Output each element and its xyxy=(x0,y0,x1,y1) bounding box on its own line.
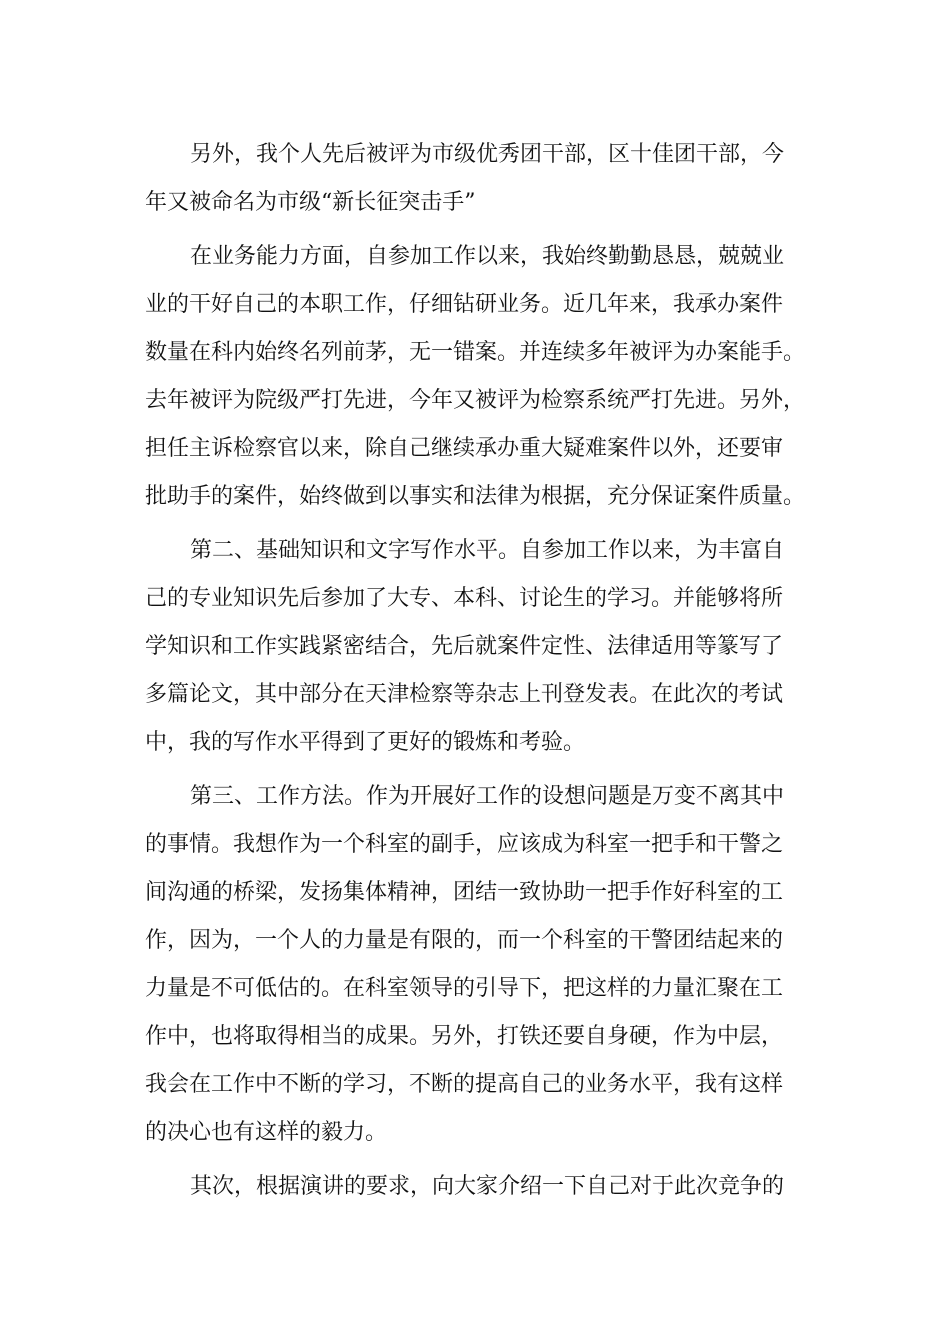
text-line: 批助手的案件，始终做到以事实和法律为根据，充分保证案件质量。 xyxy=(145,484,806,509)
paragraph-next xyxy=(145,1163,810,1211)
text-line: 第二、基础知识和文字写作水平。自参加工作以来，为丰富自 xyxy=(190,538,785,563)
text-line: 的决心也有这样的毅力。 xyxy=(145,1120,388,1145)
text-line: 间沟通的桥梁，发扬集体精神，团结一致协助一把手作好科室的工 xyxy=(145,880,784,905)
document-body xyxy=(145,131,810,1211)
text-line: 作中，也将取得相当的成果。另外，打铁还要自身硬，作为中层， xyxy=(145,1024,784,1049)
text-line: 在业务能力方面，自参加工作以来，我始终勤勤恳恳，兢兢业 xyxy=(190,244,785,269)
text-line: 年又被命名为市级“新长征突击手” xyxy=(145,190,476,215)
text-line: 的事情。我想作为一个科室的副手，应该成为科室一把手和干警之 xyxy=(145,832,784,857)
text-line: 多篇论文，其中部分在天津检察等杂志上刊登发表。在此次的考试 xyxy=(145,682,784,707)
text-line: 另外，我个人先后被评为市级优秀团干部，区十佳团干部，今 xyxy=(190,142,785,167)
text-line: 去年被评为院级严打先进，今年又被评为检察系统严打先进。另外， xyxy=(145,388,806,413)
paragraph-knowledge-writing xyxy=(145,527,810,767)
text-line: 作，因为，一个人的力量是有限的，而一个科室的干警团结起来的 xyxy=(145,928,784,953)
text-line: 学知识和工作实践紧密结合，先后就案件定性、法律适用等篆写了 xyxy=(145,634,784,659)
text-line: 己的专业知识先后参加了大专、本科、讨论生的学习。并能够将所 xyxy=(145,586,784,611)
text-line: 力量是不可低估的。在科室领导的引导下，把这样的力量汇聚在工 xyxy=(145,976,784,1001)
paragraph-work-method xyxy=(145,773,810,1157)
text-line: 业的干好自己的本职工作，仔细钻研业务。近几年来，我承办案件 xyxy=(145,292,784,317)
text-line: 数量在科内始终名列前茅，无一错案。并连续多年被评为办案能手。 xyxy=(145,340,806,365)
text-line: 担任主诉检察官以来，除自己继续承办重大疑难案件以外，还要审 xyxy=(145,436,784,461)
paragraph-honors xyxy=(145,131,810,227)
paragraph-business-ability xyxy=(145,233,810,521)
text-line: 中，我的写作水平得到了更好的锻炼和考验。 xyxy=(145,730,586,755)
text-line: 我会在工作中不断的学习，不断的提高自己的业务水平，我有这样 xyxy=(145,1072,784,1097)
text-line: 第三、工作方法。作为开展好工作的设想问题是万变不离其中 xyxy=(190,784,785,809)
text-line: 其次，根据演讲的要求，向大家介绍一下自己对于此次竞争的 xyxy=(190,1174,785,1199)
